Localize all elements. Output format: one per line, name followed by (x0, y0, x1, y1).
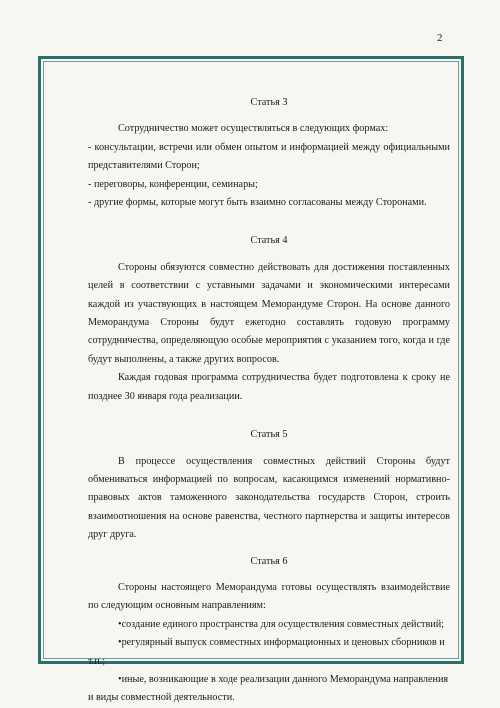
article-6-intro: Стороны настоящего Меморандума готовы осуществлять взаимодействие по следующим основным направлениям: (88, 581, 450, 612)
article-3-item-3: - другие формы, которые могут быть взаимно согласованы между Сторонами. (88, 197, 427, 209)
article-3-intro: Сотрудничество может осуществляться в следующих формах: (118, 123, 389, 135)
article-6-heading: Статья 6 (250, 555, 288, 567)
article-6-bullet-3: •иные, возникающие в ходе реализации данного Меморандума направления и виды совместной деятельности. (88, 673, 449, 704)
document-body (88, 94, 450, 708)
article-6-bullet-2: •регулярный выпуск совместных информационных и ценовых сборников и т.п.; (88, 637, 445, 667)
article-3-heading: Статья 3 (250, 97, 288, 108)
article-4-heading: Статья 4 (250, 235, 288, 247)
article-4-paragraph-2: Каждая годовая программа сотрудничества будет подготовлена к сроку не позднее 30 января года реализации. (88, 372, 450, 402)
page-number: 2 (437, 32, 443, 44)
article-3-item-2: - переговоры, конференции, семинары; (88, 178, 258, 190)
article-4-paragraph-1: Стороны обязуются совместно действовать для достижения поставленных целей в соответствии с уставными задачами и экономическими интересами каждой из участвующих в настоящем Меморандуме Сторон. На основе данного Меморандума Стороны будут ежегодно составлять годовую программу сотрудничества, определяющую особые мероприятия с указанием того, когда и где будут выполнены, а также других вопросов. (88, 261, 450, 365)
article-6-bullet-1: •создание единого пространства для осуществления совместных действий; (118, 618, 445, 630)
article-5-paragraph-1: В процессе осуществления совместных действий Стороны будут обмениваться информацией по вопросам, касающимся изменений нормативно-правовых актов таможенного законодательства государств Сторон, строить взаимоотношения на основе равенства, честного партнерства и защиты интересов друг друга. (88, 455, 450, 541)
article-3-item-1: - консультации, встречи или обмен опытом и информацией между официальными представителями Сторон; (88, 141, 450, 172)
article-5-heading: Статья 5 (250, 429, 288, 441)
